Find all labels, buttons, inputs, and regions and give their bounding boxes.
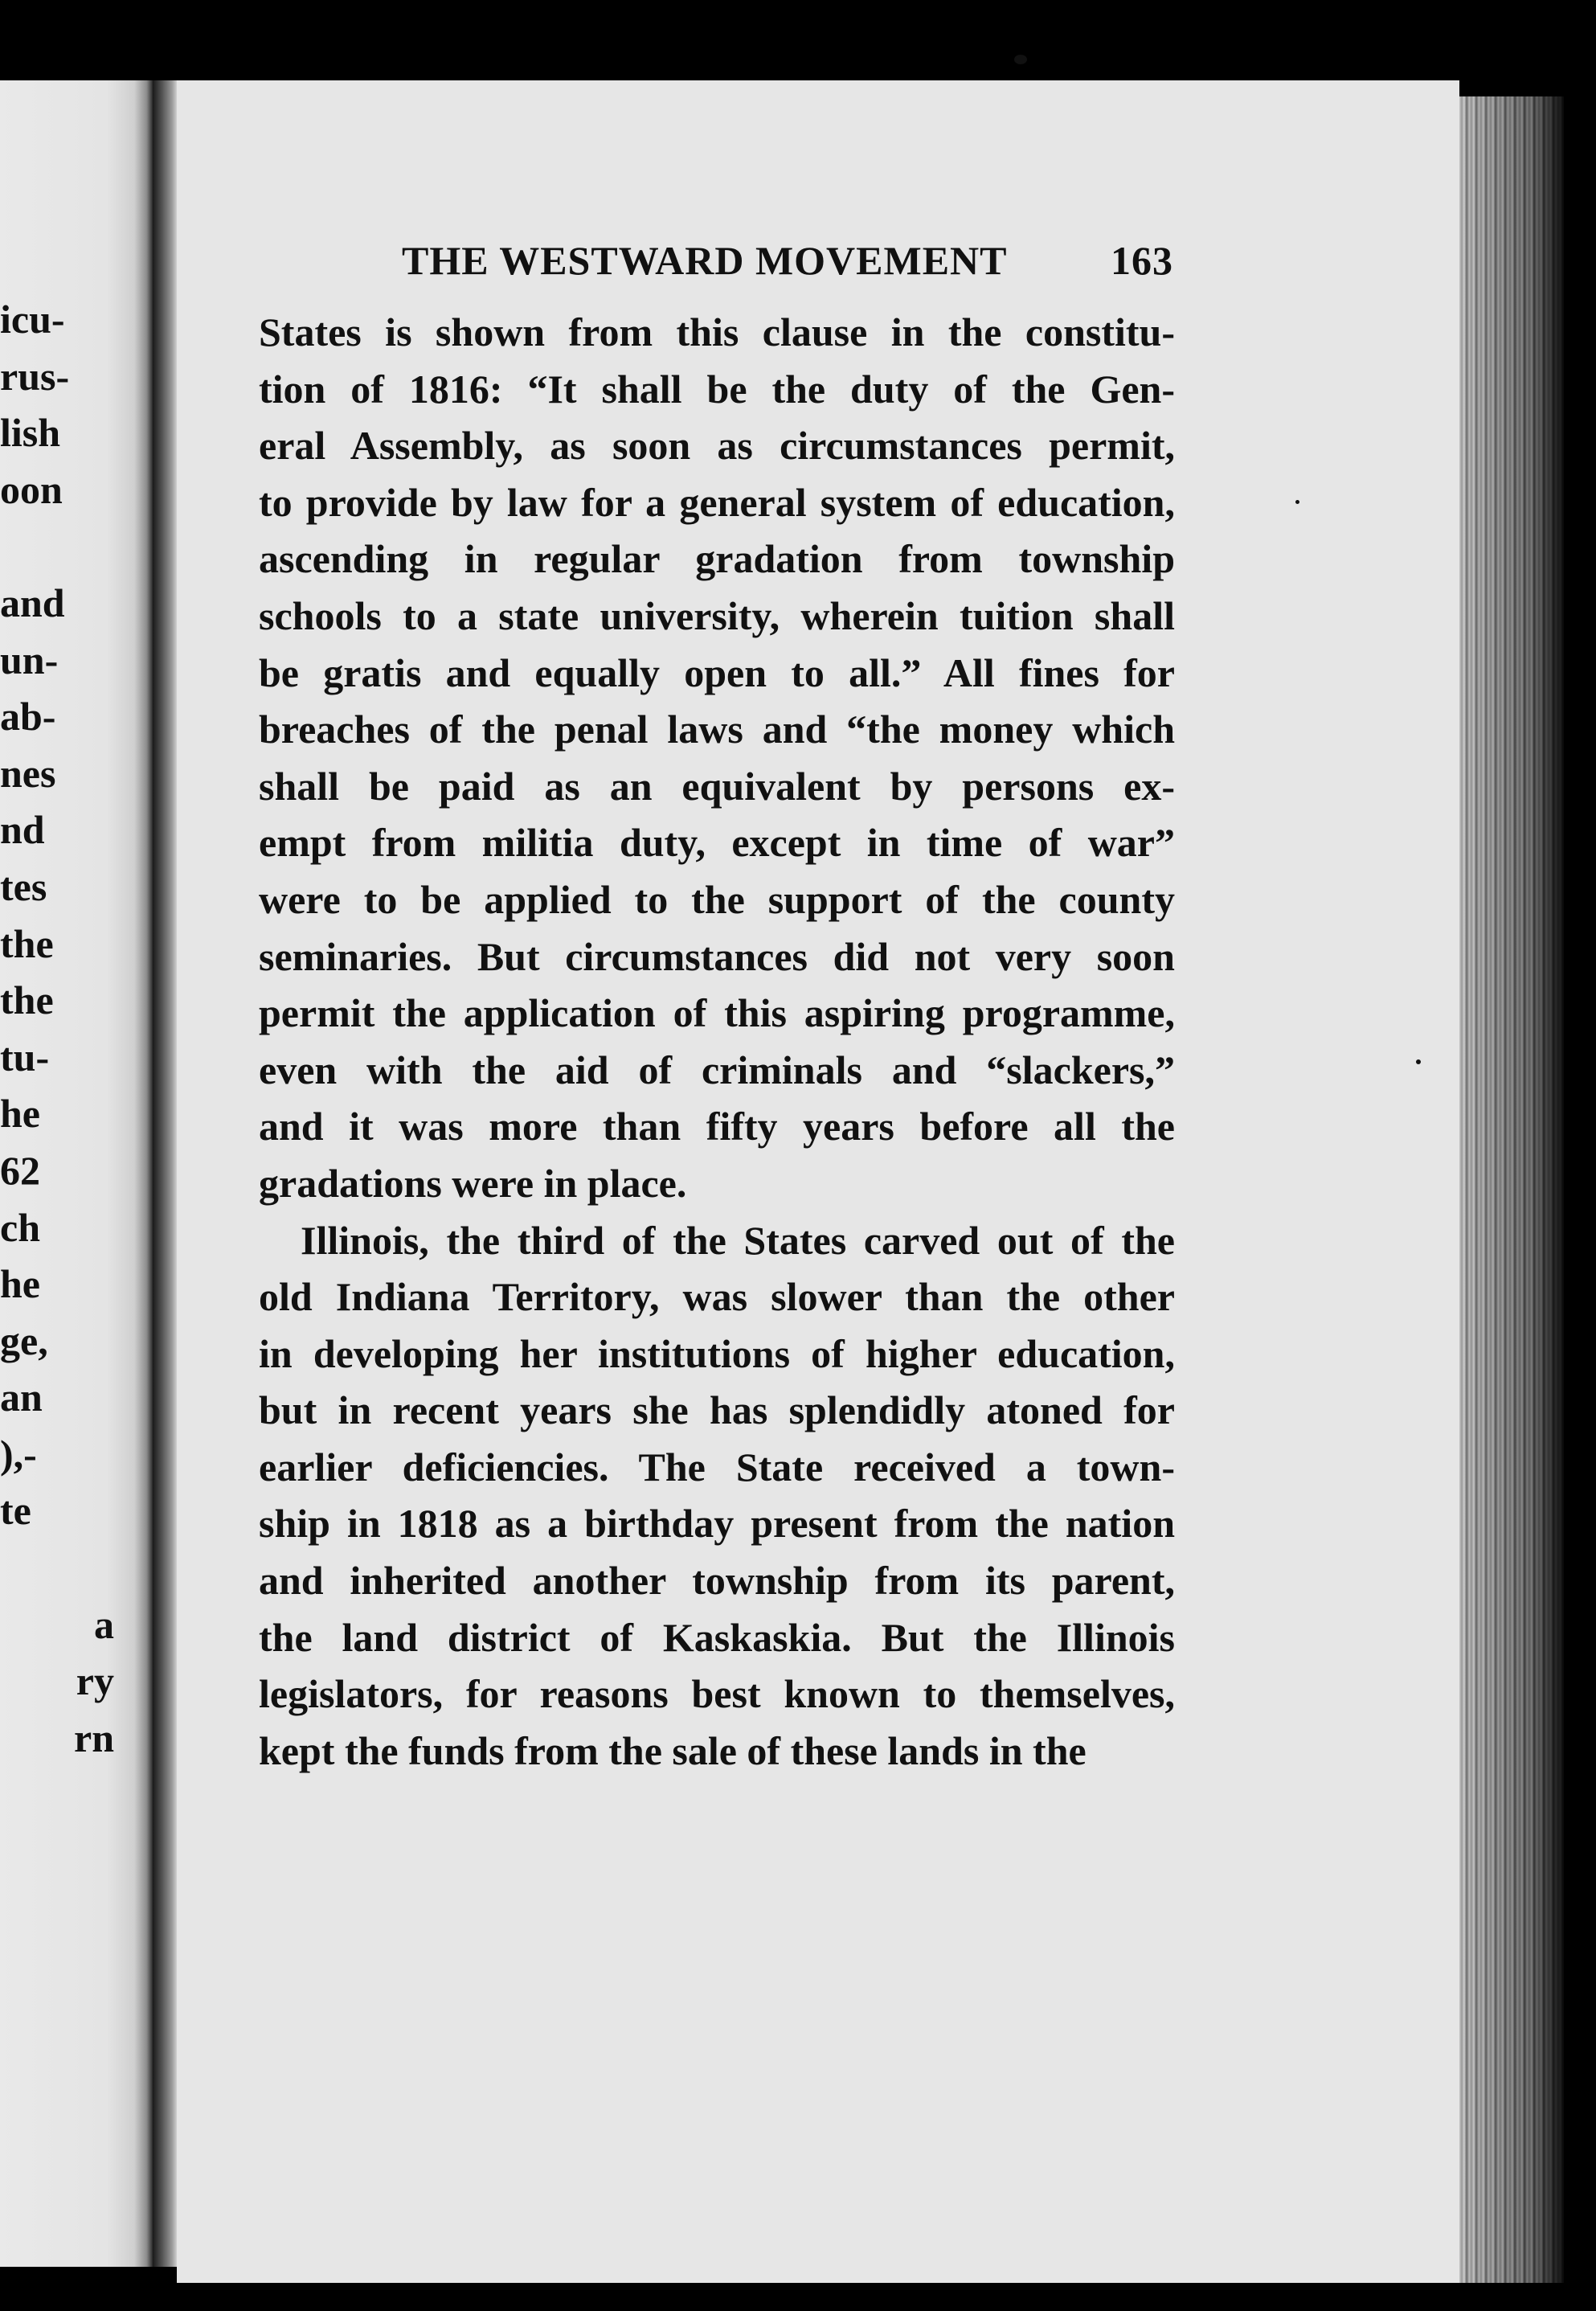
ink-speck <box>1295 500 1299 504</box>
text-line: schools to a state university, wherein tuition shall <box>259 592 1175 638</box>
text-line: seminaries. But circumstances did not very soon <box>259 933 1175 979</box>
text-line: old Indiana Territory, was slower than the other <box>259 1274 1175 1320</box>
body-text <box>259 304 1175 1779</box>
text-line: tion of 1816: “It shall be the duty of the Gen- <box>259 366 1175 412</box>
left-page-fragment: tu- <box>0 1034 50 1080</box>
left-page-fragment: an <box>0 1375 43 1420</box>
text-line: in developing her institutions of higher education, <box>259 1330 1175 1376</box>
left-page-fragment <box>0 518 121 575</box>
text-line: gradations were in place. <box>259 1160 687 1206</box>
text-line: Illinois, the third of the States carved out of the <box>301 1217 1175 1263</box>
left-page-fragment: ch <box>0 1204 40 1250</box>
left-page-fragment: ab- <box>0 694 56 740</box>
running-title: THE WESTWARD MOVEMENT <box>402 238 1008 283</box>
text-line: to provide by law for a general system of education, <box>259 479 1175 525</box>
left-page-fragment: oon <box>0 466 63 512</box>
page-header <box>402 237 1173 285</box>
text-line: ascending in regular gradation from township <box>259 536 1175 582</box>
left-page-fragment <box>0 1539 121 1596</box>
text-line: empt from militia duty, except in time of war” <box>259 820 1175 866</box>
left-page-fragment: te <box>0 1488 31 1534</box>
left-page-fragment: rus- <box>0 353 70 399</box>
text-line: legislators, for reasons best known to themselves, <box>259 1671 1175 1717</box>
text-line: eral Assembly, as soon as circumstances permit, <box>259 423 1175 469</box>
left-page-fragment: ),- <box>0 1431 37 1477</box>
text-line: permit the application of this aspiring programme, <box>259 990 1175 1036</box>
text-line: States is shown from this clause in the constitu- <box>259 309 1175 354</box>
left-page-fragment: 62 <box>0 1147 40 1193</box>
left-page-fragment: ry <box>76 1658 114 1704</box>
left-page-fragment: ge, <box>0 1317 48 1363</box>
text-line: were to be applied to the support of the county <box>259 876 1175 922</box>
text-line: but in recent years she has splendidly atoned for <box>259 1387 1175 1433</box>
left-page-fragment: lish <box>0 410 61 456</box>
left-page-fragment: he <box>0 1261 40 1307</box>
left-page-fragment: the <box>0 920 54 966</box>
page-number: 163 <box>1111 238 1173 283</box>
left-page-fragment: nes <box>0 750 56 796</box>
left-page-fragment: and <box>0 580 65 625</box>
text-line: breaches of the penal laws and “the money which <box>259 707 1175 752</box>
text-line: shall be paid as an equivalent by persons ex- <box>259 763 1175 809</box>
left-page-fragment: nd <box>0 807 45 853</box>
page-edges <box>1459 96 1564 2283</box>
text-line: ship in 1818 as a birthday present from the nation <box>259 1501 1175 1547</box>
left-page-fragment: tes <box>0 863 47 909</box>
left-page-fragment: un- <box>0 637 59 682</box>
left-page-text-fragments <box>0 291 121 1766</box>
left-page-fragment: a <box>94 1601 114 1647</box>
text-line: the land district of Kaskaskia. But the Illinois <box>259 1614 1175 1660</box>
text-line: earlier deficiencies. The State received a town- <box>259 1444 1175 1489</box>
ink-speck <box>1416 1059 1421 1064</box>
paragraph <box>259 304 1175 1212</box>
ink-speck <box>1014 55 1027 64</box>
book-gutter <box>153 80 177 2267</box>
left-page-fragment: he <box>0 1091 40 1137</box>
text-line: kept the funds from the sale of these lands in the <box>259 1727 1087 1773</box>
left-page-fragment: rn <box>74 1715 114 1760</box>
paragraph <box>259 1212 1175 1780</box>
text-line: even with the aid of criminals and “slackers,” <box>259 1047 1175 1092</box>
left-page-fragment: the <box>0 977 54 1023</box>
text-line: and it was more than fifty years before all the <box>259 1104 1175 1149</box>
text-line: be gratis and equally open to all.” All fines for <box>259 649 1175 695</box>
left-page-fragment: icu- <box>0 297 65 342</box>
text-line: and inherited another township from its parent, <box>259 1558 1175 1604</box>
